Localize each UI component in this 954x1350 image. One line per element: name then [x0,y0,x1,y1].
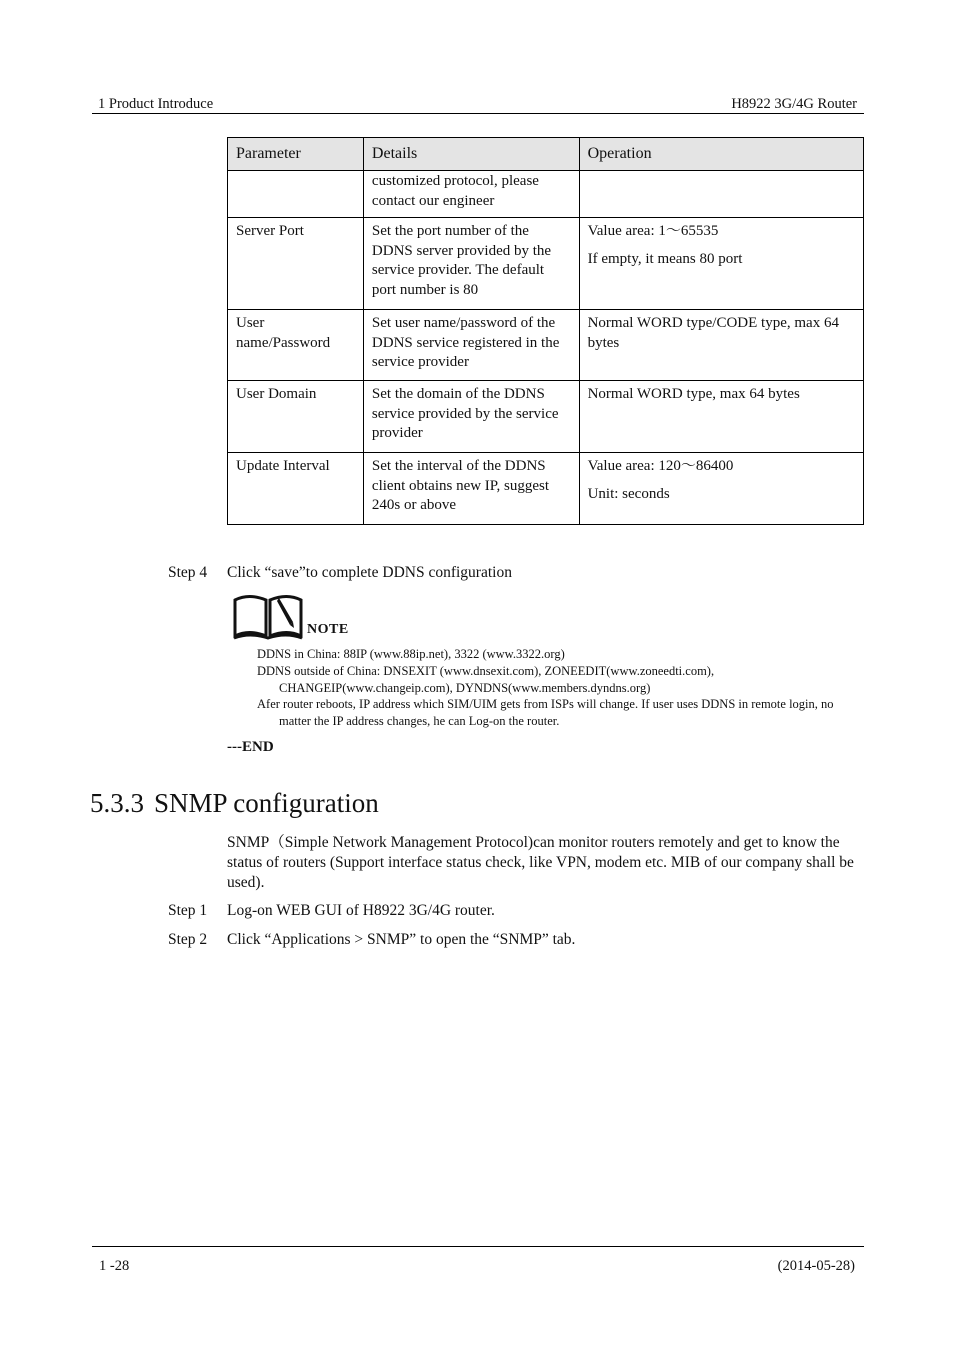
page-footer [92,1246,864,1274]
operation-line: Normal WORD type/CODE type, max 64 bytes [587,315,839,351]
cell-details: Set the port number of the DDNS server provided by the service provider. The default port number is 80 [363,218,579,310]
note-item: Afer router reboots, IP address which SIM/UIM gets from ISPs will change. If user uses DDNS in remote login, no matter the IP address changes, he can Log-on the router. [257,697,834,729]
page-header [92,95,864,114]
cell-parameter [228,171,364,218]
document-date: (2014-05-28) [777,1258,855,1274]
table-row [228,171,864,218]
table-header-row [228,138,864,171]
step-label: Step 2 [168,931,208,948]
step-label: Step 1 [168,902,208,919]
operation-line: Value area: 120～86400 [587,458,734,474]
table-row [228,218,864,310]
step-label: Step 4 [168,564,208,581]
cell-parameter: User Domain [228,381,364,453]
header-product: H8922 3G/4G Router [731,96,857,112]
operation-line: Normal WORD type, max 64 bytes [587,386,800,402]
note-book-icon [232,592,362,642]
table-row [228,453,864,525]
cell-operation [579,218,863,310]
header-chapter: 1 Product Introduce [98,96,214,112]
cell-details: Set the domain of the DDNS service provided by the service provider [363,381,579,453]
column-header-details: Details [363,138,579,171]
cell-operation [579,171,863,218]
step-text: Click “Applications > SNMP” to open the “SNMP” tab. [227,931,576,948]
operation-line: Unit: seconds [587,485,670,502]
section-paragraph: SNMP（Simple Network Management Protocol)can monitor routers remotely and get to know the status of routers (Support interface status check, like VPN, modem etc. MIB of our company shall be used). [227,834,854,891]
column-header-operation: Operation [579,138,863,171]
cell-parameter: Server Port [228,218,364,310]
operation-line: If empty, it means 80 port [587,250,743,267]
cell-operation [579,453,863,525]
cell-parameter: User name/Password [228,310,364,381]
end-marker: ---END [227,739,274,755]
section-number: 5.3.3 [90,788,144,818]
note-content [257,646,847,730]
cell-details: customized protocol, please contact our engineer [363,171,579,218]
cell-operation [579,381,863,453]
table-row [228,381,864,453]
note-label: NOTE [307,622,349,637]
note-item: DDNS in China: 88IP (www.88ip.net), 3322 (www.3322.org) [257,647,565,661]
operation-line: Value area: 1～65535 [587,223,719,239]
page-number: 1 -28 [99,1258,130,1274]
cell-details: Set the interval of the DDNS client obtains new IP, suggest 240s or above [363,453,579,525]
table-row [228,310,864,381]
ddns-parameter-table [227,137,864,525]
cell-details: Set user name/password of the DDNS service registered in the service provider [363,310,579,381]
column-header-parameter: Parameter [228,138,364,171]
section-title: SNMP configuration [154,788,379,818]
section-heading [90,788,379,819]
cell-operation [579,310,863,381]
step-text: Click “save”to complete DDNS configuration [227,564,512,581]
step-text: Log-on WEB GUI of H8922 3G/4G router. [227,902,495,919]
note-item: DDNS outside of China: DNSEXIT (www.dnsexit.com), ZONEEDIT(www.zoneedti.com), CHANGEIP(www.changeip.com), DYNDNS(www.members.dyndns.org) [257,663,715,695]
cell-parameter: Update Interval [228,453,364,525]
